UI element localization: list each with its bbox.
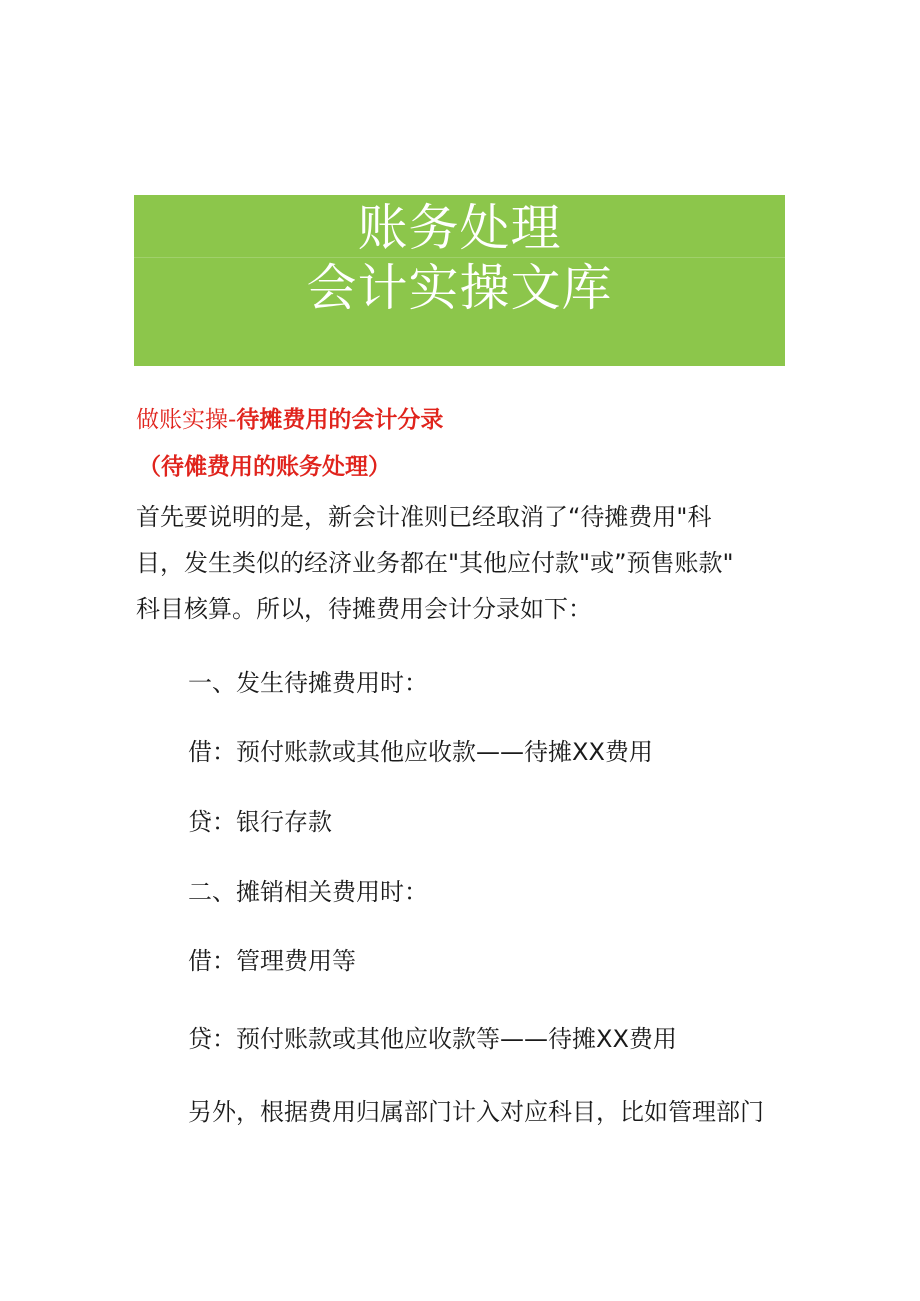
entry-credit-two: 贷：预付账款或其他应收款等——待摊XX费用 xyxy=(188,1025,677,1053)
intro-line-2: 目，发生类似的经济业务都在"其他应付款"或”预售账款" xyxy=(136,549,734,577)
article-subheading: （待傩费用的账务处理） xyxy=(138,454,391,480)
entry-debit-one: 借：预付账款或其他应收款——待摊XX费用 xyxy=(188,738,653,766)
entry-note: 另外，根据费用归属部门计入对应科目，比如管理部门 xyxy=(188,1098,764,1126)
entry-step-two: 二、摊销相关费用时： xyxy=(188,878,428,906)
intro-line-3: 科目核算。所以，待摊费用会计分录如下： xyxy=(136,595,592,623)
entry-step-one: 一、发生待摊费用时： xyxy=(188,669,428,697)
intro-line-1: 首先要说明的是，新会计准则已经取消了“待摊费用"科 xyxy=(136,503,712,531)
banner-title-line-2: 会计实操文库 xyxy=(306,259,613,317)
entry-debit-two: 借：管理费用等 xyxy=(188,947,356,975)
intro-paragraph xyxy=(136,494,776,632)
entry-credit-one: 贷：银行存款 xyxy=(188,808,332,836)
heading-title: 待摊费用的会计分录 xyxy=(236,407,444,433)
heading-prefix: 做账实操- xyxy=(136,407,237,433)
article-heading xyxy=(136,405,443,435)
banner-title-line-1: 账务处理 xyxy=(357,199,562,257)
